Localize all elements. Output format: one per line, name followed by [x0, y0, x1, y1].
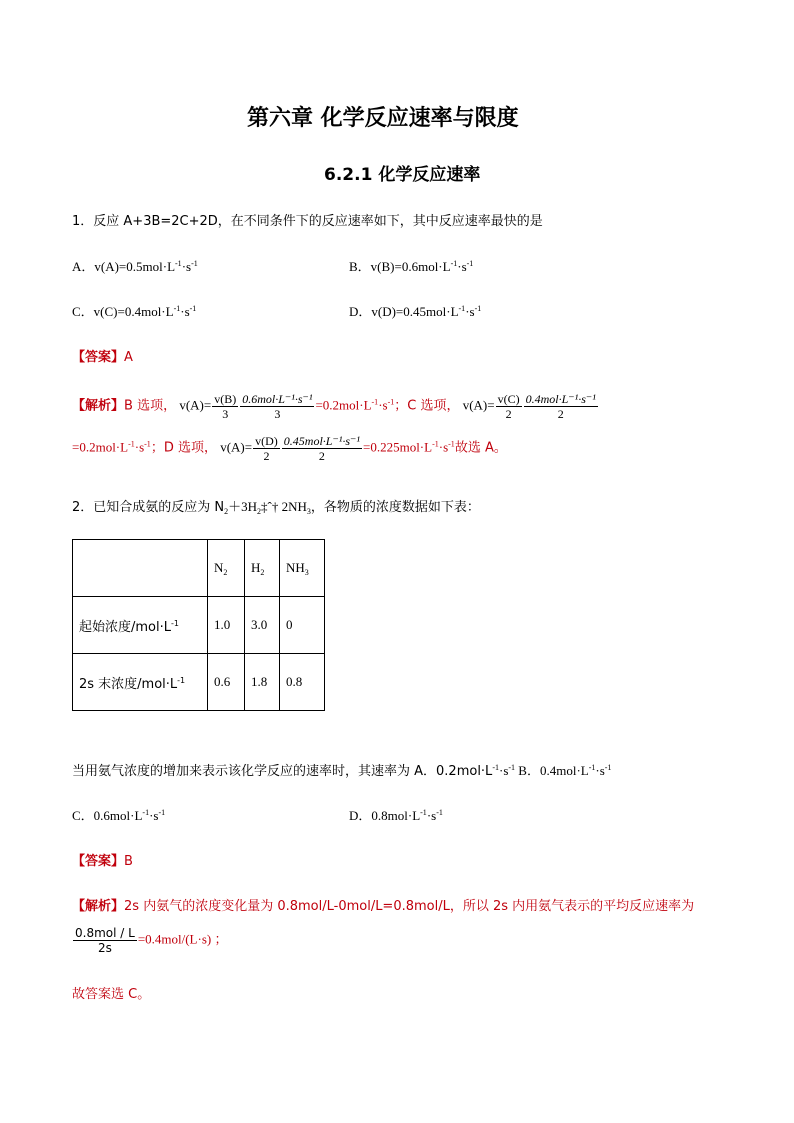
table-cell: 0.8: [280, 654, 325, 711]
q2-answer: 【答案】B: [72, 854, 133, 869]
q1-analysis-line1: 【解析】B 选项， v(A)= $\frac{v(B)}{3}$ $\frac{\text{0.6mol·L⁻¹·s⁻¹}}{3}$ $=0.2mol\cdot L^{-1}\cdot s^{-1}$；C 选项， v(A)= $\frac{v(C)}{2}$ $\frac{\text{0.4mol·L⁻¹·s⁻¹}}{2}$: [72, 392, 596, 421]
fraction-vc-2: $\frac{v(C)}{2}$: [497, 392, 520, 421]
q2-option-c: C．$0.6mol\cdot L^{-1}\cdot s^{-1}$: [72, 808, 166, 823]
table-cell: 3.0: [245, 597, 280, 654]
table-row: [73, 597, 325, 654]
fraction-0.45-2: $\frac{\text{0.45mol·L⁻¹·s⁻¹}}{2}$: [283, 434, 360, 463]
fraction-vd-2: $\frac{v(D)}{2}$: [255, 434, 278, 463]
table-header-nh3: $NH_3$: [280, 540, 325, 597]
table-cell: 1.0: [208, 597, 245, 654]
q1-option-b: B．$v(B)=0.6mol\cdot L^{-1}\cdot s^{-1}$: [349, 259, 474, 274]
table-header-h2: $H_2$: [245, 540, 280, 597]
table-header-n2: $N_2$: [208, 540, 245, 597]
q2-analysis-line2: $\frac{\text{0.8mol / L}}{2s}$ =0.4mol/(L·s) ；: [75, 926, 228, 955]
table-cell: 0.6: [208, 654, 245, 711]
q1-option-c: C．$v(C)=0.4mol\cdot L^{-1}\cdot s^{-1}$: [72, 304, 197, 319]
q2-option-d: D．$0.8mol\cdot L^{-1}\cdot s^{-1}$: [349, 808, 443, 823]
table-row: [73, 654, 325, 711]
fraction-0.8-2s: $\frac{\text{0.8mol / L}}{2s}$: [75, 926, 135, 955]
section-title: 6.2.1 化学反应速率: [324, 165, 481, 185]
q1-analysis-line2: $=0.2mol\cdot L^{-1}\cdot s^{-1}$；D 选项， v(A)= $\frac{v(D)}{2}$ $\frac{\text{0.45mol·L⁻¹·s⁻¹}}{2}$ $=0.225mol\cdot L^{-1}\cdot s^{-1}$故选 A。: [72, 434, 507, 463]
fraction-0.4-2: $\frac{\text{0.4mol·L⁻¹·s⁻¹}}{2}$: [525, 392, 596, 421]
table-row-label: 2s 末浓度$/mol\cdot L^{-1}$: [73, 654, 208, 711]
table-row: [73, 540, 325, 597]
q2-ask-line: 当用氨气浓度的增加来表示该化学反应的速率时，其速率为 A．$0.2mol\cdot L^{-1}\cdot s^{-1}$ B．$0.4mol\cdot L^{-1}\cdot s^{-1}$: [72, 763, 612, 779]
fraction-0.6-3: $\frac{\text{0.6mol·L⁻¹·s⁻¹}}{3}$: [242, 392, 313, 421]
concentration-table: [72, 539, 325, 711]
q1-stem: 1．反应 A+3B=2C+2D，在不同条件下的反应速率如下，其中反应速率最快的是: [72, 214, 543, 229]
q1-option-d: D．$v(D)=0.45mol\cdot L^{-1}\cdot s^{-1}$: [349, 304, 482, 319]
table-cell: [73, 540, 208, 597]
q1-option-a: A．$v(A)=0.5mol\cdot L^{-1}\cdot s^{-1}$: [72, 259, 198, 274]
chapter-title: 第六章 化学反应速率与限度: [247, 106, 519, 131]
q2-stem: 2．已知合成氨的反应为 $N_2+3H_2\ddagger ˆ\dagger$ $2NH_3$，各物质的浓度数据如下表：: [72, 499, 480, 516]
table-cell: 0: [280, 597, 325, 654]
q1-answer: 【答案】A: [72, 350, 133, 365]
table-cell: 1.8: [245, 654, 280, 711]
q2-analysis-line1: 【解析】2s 内氨气的浓度变化量为 0.8mol/L-0mol/L=0.8mol/L，所以 2s 内用氨气表示的平均反应速率为: [72, 899, 695, 914]
table-row-label: 起始浓度$/mol\cdot L^{-1}$: [73, 597, 208, 654]
fraction-vb-3: $\frac{v(B)}{3}$: [214, 392, 237, 421]
q2-conclusion: 故答案选 C。: [72, 987, 151, 1002]
